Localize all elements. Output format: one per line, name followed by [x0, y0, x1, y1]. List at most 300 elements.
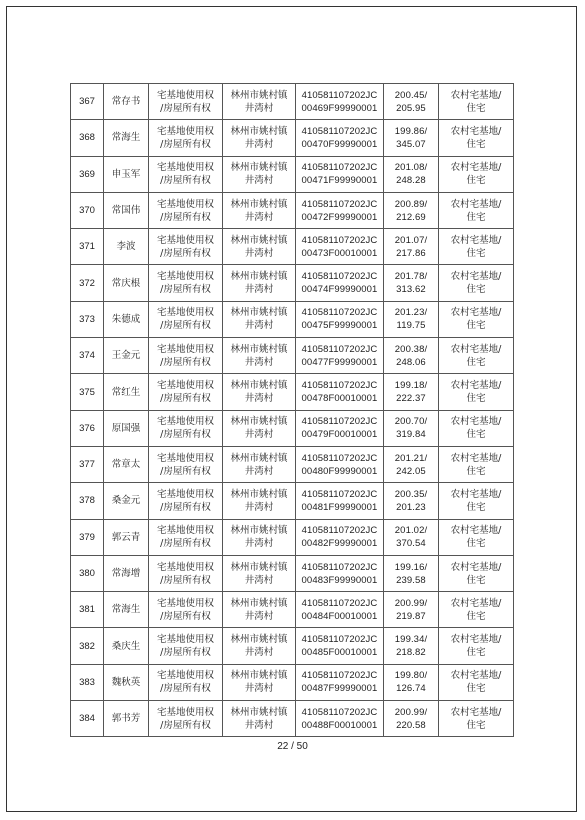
cell-right-type: [149, 519, 223, 555]
cell-owner-name: 常章太: [104, 446, 149, 482]
cell-area-line: 313.62: [396, 284, 426, 296]
cell-land-use-line: 住宅: [466, 647, 486, 659]
cell-location-line: 井湾村: [244, 284, 274, 296]
cell-location-line: 林州市姚村镇: [230, 670, 288, 682]
cell-area-line: 201.08/: [394, 162, 428, 174]
cell-location: [223, 446, 296, 482]
table-row: [71, 338, 514, 374]
table-row: [71, 446, 514, 482]
cell-location: [223, 229, 296, 265]
cell-number: 371: [71, 229, 104, 265]
table-row: [71, 265, 514, 301]
cell-owner-name: 常海生: [104, 592, 149, 628]
cell-land-use: [439, 120, 514, 156]
cell-area: [384, 519, 439, 555]
table-row: [71, 84, 514, 120]
cell-area-line: 201.21/: [394, 452, 428, 464]
cell-right-type-line: /房屋所有权: [160, 211, 211, 223]
cell-land-use: [439, 555, 514, 591]
cell-land-use: [439, 410, 514, 446]
cell-unit-code-line: 410581107202JC: [301, 561, 378, 573]
cell-unit-code-line: 00484F00010001: [301, 610, 378, 622]
cell-right-type-line: 宅基地使用权: [156, 561, 214, 573]
cell-right-type: [149, 410, 223, 446]
cell-right-type-line: /房屋所有权: [160, 429, 211, 441]
cell-location-line: 井湾村: [244, 683, 274, 695]
cell-land-use-line: 农村宅基地/: [450, 125, 502, 137]
cell-number: 376: [71, 410, 104, 446]
cell-number: 368: [71, 120, 104, 156]
cell-right-type-line: /房屋所有权: [160, 247, 211, 259]
cell-location-line: 林州市姚村镇: [230, 561, 288, 573]
cell-location: [223, 555, 296, 591]
cell-right-type: [149, 301, 223, 337]
cell-location-line: 井湾村: [244, 501, 274, 513]
cell-land-use: [439, 374, 514, 410]
cell-location-line: 井湾村: [244, 538, 274, 550]
cell-owner-name: 桑庆生: [104, 628, 149, 664]
cell-location-line: 林州市姚村镇: [230, 452, 288, 464]
cell-unit-code-line: 410581107202JC: [301, 307, 378, 319]
cell-right-type: [149, 192, 223, 228]
cell-number: 384: [71, 701, 104, 737]
cell-right-type-line: /房屋所有权: [160, 501, 211, 513]
cell-location: [223, 519, 296, 555]
cell-right-type: [149, 84, 223, 120]
cell-land-use: [439, 664, 514, 700]
cell-land-use-line: 农村宅基地/: [450, 234, 502, 246]
cell-land-use-line: 住宅: [466, 465, 486, 477]
cell-right-type-line: 宅基地使用权: [156, 525, 214, 537]
cell-land-use-line: 农村宅基地/: [450, 634, 502, 646]
cell-unit-code-line: 00480F99990001: [301, 465, 378, 477]
cell-land-use: [439, 192, 514, 228]
cell-number: 370: [71, 192, 104, 228]
cell-right-type-line: 宅基地使用权: [156, 343, 214, 355]
cell-right-type-line: 宅基地使用权: [156, 89, 214, 101]
cell-number: 379: [71, 519, 104, 555]
table-row: [71, 555, 514, 591]
cell-area-line: 201.02/: [394, 525, 428, 537]
cell-location-line: 林州市姚村镇: [230, 380, 288, 392]
cell-right-type-line: /房屋所有权: [160, 574, 211, 586]
cell-land-use: [439, 156, 514, 192]
cell-owner-name: 申玉军: [104, 156, 149, 192]
cell-area-line: 217.86: [396, 247, 426, 259]
cell-right-type-line: 宅基地使用权: [156, 307, 214, 319]
cell-unit-code: [296, 555, 384, 591]
cell-number: 378: [71, 483, 104, 519]
cell-unit-code: [296, 301, 384, 337]
cell-location-line: 林州市姚村镇: [230, 162, 288, 174]
cell-location: [223, 628, 296, 664]
cell-unit-code-line: 00473F00010001: [301, 247, 378, 259]
cell-land-use-line: 农村宅基地/: [450, 597, 502, 609]
cell-right-type-line: 宅基地使用权: [156, 452, 214, 464]
cell-location-line: 井湾村: [244, 356, 274, 368]
cell-location-line: 井湾村: [244, 247, 274, 259]
cell-unit-code-line: 410581107202JC: [301, 343, 378, 355]
cell-unit-code: [296, 628, 384, 664]
cell-area-line: 345.07: [396, 138, 426, 150]
cell-location-line: 井湾村: [244, 465, 274, 477]
cell-unit-code: [296, 592, 384, 628]
cell-land-use-line: 住宅: [466, 138, 486, 150]
cell-location-line: 林州市姚村镇: [230, 488, 288, 500]
cell-unit-code-line: 00479F00010001: [301, 429, 378, 441]
cell-area-line: 200.89/: [394, 198, 428, 210]
cell-unit-code: [296, 410, 384, 446]
cell-owner-name: 常庆根: [104, 265, 149, 301]
cell-right-type-line: /房屋所有权: [160, 102, 211, 114]
cell-land-use-line: 农村宅基地/: [450, 670, 502, 682]
cell-land-use-line: 农村宅基地/: [450, 271, 502, 283]
cell-right-type: [149, 483, 223, 519]
cell-number: 369: [71, 156, 104, 192]
table-row: [71, 664, 514, 700]
table-row: [71, 519, 514, 555]
cell-area-line: 126.74: [396, 683, 426, 695]
cell-location-line: 林州市姚村镇: [230, 307, 288, 319]
cell-location-line: 林州市姚村镇: [230, 706, 288, 718]
cell-area-line: 219.87: [396, 610, 426, 622]
cell-area: [384, 555, 439, 591]
cell-land-use-line: 住宅: [466, 610, 486, 622]
cell-area-line: 201.23: [396, 501, 426, 513]
cell-unit-code: [296, 192, 384, 228]
cell-area-line: 200.38/: [394, 343, 428, 355]
cell-location-line: 林州市姚村镇: [230, 125, 288, 137]
cell-area-line: 119.75: [396, 320, 426, 332]
cell-unit-code-line: 00475F99990001: [301, 320, 378, 332]
cell-area-line: 201.78/: [394, 271, 428, 283]
cell-location: [223, 265, 296, 301]
table-row: [71, 483, 514, 519]
cell-location-line: 井湾村: [244, 211, 274, 223]
cell-right-type-line: 宅基地使用权: [156, 198, 214, 210]
cell-area-line: 242.05: [396, 465, 426, 477]
cell-land-use-line: 住宅: [466, 429, 486, 441]
cell-unit-code: [296, 338, 384, 374]
cell-location: [223, 483, 296, 519]
cell-area: [384, 374, 439, 410]
cell-land-use-line: 住宅: [466, 356, 486, 368]
cell-land-use-line: 农村宅基地/: [450, 162, 502, 174]
cell-location-line: 林州市姚村镇: [230, 416, 288, 428]
cell-location: [223, 338, 296, 374]
cell-location-line: 井湾村: [244, 102, 274, 114]
cell-owner-name: 常存书: [104, 84, 149, 120]
cell-right-type: [149, 701, 223, 737]
cell-right-type: [149, 555, 223, 591]
cell-area: [384, 192, 439, 228]
cell-right-type-line: 宅基地使用权: [156, 416, 214, 428]
cell-land-use-line: 农村宅基地/: [450, 452, 502, 464]
cell-land-use-line: 住宅: [466, 501, 486, 513]
cell-location: [223, 84, 296, 120]
cell-area-line: 200.45/: [394, 89, 428, 101]
cell-owner-name: 桑金元: [104, 483, 149, 519]
cell-right-type-line: /房屋所有权: [160, 610, 211, 622]
table-row: [71, 156, 514, 192]
cell-unit-code-line: 410581107202JC: [301, 525, 378, 537]
cell-area-line: 199.18/: [394, 380, 428, 392]
cell-area: [384, 592, 439, 628]
cell-right-type-line: 宅基地使用权: [156, 670, 214, 682]
table-body: [71, 84, 514, 737]
cell-owner-name: 李波: [104, 229, 149, 265]
cell-owner-name: 常红生: [104, 374, 149, 410]
cell-area-line: 218.82: [396, 647, 426, 659]
cell-unit-code: [296, 483, 384, 519]
cell-right-type-line: /房屋所有权: [160, 465, 211, 477]
cell-unit-code-line: 410581107202JC: [301, 234, 378, 246]
cell-number: 377: [71, 446, 104, 482]
table-row: [71, 301, 514, 337]
cell-location-line: 林州市姚村镇: [230, 343, 288, 355]
cell-land-use-line: 住宅: [466, 284, 486, 296]
cell-area: [384, 84, 439, 120]
cell-area-line: 248.28: [396, 175, 426, 187]
cell-right-type-line: 宅基地使用权: [156, 706, 214, 718]
cell-number: 383: [71, 664, 104, 700]
cell-unit-code-line: 00471F99990001: [301, 175, 378, 187]
cell-unit-code-line: 410581107202JC: [301, 706, 378, 718]
cell-unit-code-line: 00474F99990001: [301, 284, 378, 296]
cell-unit-code: [296, 446, 384, 482]
cell-land-use: [439, 84, 514, 120]
cell-location-line: 井湾村: [244, 393, 274, 405]
cell-right-type-line: /房屋所有权: [160, 647, 211, 659]
table-row: [71, 628, 514, 664]
cell-unit-code-line: 00470F99990001: [301, 138, 378, 150]
cell-land-use-line: 住宅: [466, 574, 486, 586]
cell-area-line: 200.99/: [394, 597, 428, 609]
cell-land-use-line: 农村宅基地/: [450, 89, 502, 101]
cell-right-type: [149, 374, 223, 410]
cell-location-line: 林州市姚村镇: [230, 597, 288, 609]
cell-area-line: 201.07/: [394, 234, 428, 246]
cell-unit-code: [296, 664, 384, 700]
table-row: [71, 120, 514, 156]
cell-land-use-line: 住宅: [466, 683, 486, 695]
cell-unit-code-line: 410581107202JC: [301, 380, 378, 392]
cell-right-type-line: 宅基地使用权: [156, 125, 214, 137]
cell-right-type: [149, 628, 223, 664]
cell-right-type: [149, 592, 223, 628]
cell-right-type-line: /房屋所有权: [160, 393, 211, 405]
cell-land-use-line: 农村宅基地/: [450, 525, 502, 537]
cell-location-line: 井湾村: [244, 647, 274, 659]
cell-land-use: [439, 483, 514, 519]
cell-land-use-line: 住宅: [466, 247, 486, 259]
cell-area-line: 200.35/: [394, 488, 428, 500]
cell-area-line: 248.06: [396, 356, 426, 368]
cell-land-use-line: 住宅: [466, 393, 486, 405]
cell-land-use-line: 住宅: [466, 175, 486, 187]
cell-unit-code-line: 410581107202JC: [301, 416, 378, 428]
cell-owner-name: 原国强: [104, 410, 149, 446]
cell-area: [384, 265, 439, 301]
cell-location: [223, 156, 296, 192]
cell-unit-code-line: 410581107202JC: [301, 89, 378, 101]
table-row: [71, 192, 514, 228]
cell-land-use-line: 农村宅基地/: [450, 380, 502, 392]
cell-location-line: 林州市姚村镇: [230, 89, 288, 101]
cell-right-type-line: /房屋所有权: [160, 138, 211, 150]
cell-area: [384, 156, 439, 192]
cell-owner-name: 常国伟: [104, 192, 149, 228]
cell-owner-name: 王金元: [104, 338, 149, 374]
cell-unit-code-line: 00485F00010001: [301, 647, 378, 659]
cell-number: 374: [71, 338, 104, 374]
cell-unit-code-line: 410581107202JC: [301, 597, 378, 609]
cell-area: [384, 120, 439, 156]
cell-location: [223, 701, 296, 737]
cell-right-type-line: 宅基地使用权: [156, 597, 214, 609]
cell-land-use: [439, 265, 514, 301]
cell-land-use: [439, 338, 514, 374]
cell-area-line: 212.69: [396, 211, 426, 223]
cell-right-type-line: /房屋所有权: [160, 284, 211, 296]
cell-area-line: 200.70/: [394, 416, 428, 428]
cell-right-type-line: /房屋所有权: [160, 320, 211, 332]
cell-unit-code-line: 00469F99990001: [301, 102, 378, 114]
cell-number: 367: [71, 84, 104, 120]
table-row: [71, 701, 514, 737]
cell-land-use: [439, 301, 514, 337]
cell-location-line: 井湾村: [244, 320, 274, 332]
cell-area-line: 205.95: [396, 102, 426, 114]
cell-area: [384, 301, 439, 337]
cell-area-line: 199.16/: [394, 561, 428, 573]
table-row: [71, 410, 514, 446]
cell-area-line: 201.23/: [394, 307, 428, 319]
cell-unit-code-line: 410581107202JC: [301, 198, 378, 210]
cell-right-type-line: 宅基地使用权: [156, 488, 214, 500]
cell-number: 380: [71, 555, 104, 591]
cell-unit-code-line: 410581107202JC: [301, 634, 378, 646]
cell-area-line: 239.58: [396, 574, 426, 586]
cell-right-type: [149, 156, 223, 192]
cell-right-type: [149, 338, 223, 374]
cell-unit-code-line: 00481F99990001: [301, 501, 378, 513]
cell-location: [223, 592, 296, 628]
cell-unit-code: [296, 701, 384, 737]
cell-land-use-line: 住宅: [466, 102, 486, 114]
cell-location-line: 井湾村: [244, 610, 274, 622]
cell-unit-code-line: 410581107202JC: [301, 125, 378, 137]
cell-location: [223, 192, 296, 228]
cell-location-line: 林州市姚村镇: [230, 634, 288, 646]
cell-land-use-line: 农村宅基地/: [450, 198, 502, 210]
table-row: [71, 374, 514, 410]
cell-unit-code-line: 00483F99990001: [301, 574, 378, 586]
cell-location-line: 井湾村: [244, 138, 274, 150]
cell-owner-name: 朱德成: [104, 301, 149, 337]
cell-right-type-line: 宅基地使用权: [156, 162, 214, 174]
cell-area-line: 199.80/: [394, 670, 428, 682]
cell-location: [223, 410, 296, 446]
cell-area-line: 319.84: [396, 429, 426, 441]
table-row: [71, 229, 514, 265]
cell-land-use: [439, 229, 514, 265]
cell-unit-code-line: 00472F99990001: [301, 211, 378, 223]
cell-location: [223, 120, 296, 156]
cell-unit-code-line: 410581107202JC: [301, 452, 378, 464]
cell-land-use: [439, 701, 514, 737]
cell-land-use-line: 住宅: [466, 320, 486, 332]
cell-right-type-line: 宅基地使用权: [156, 634, 214, 646]
cell-area: [384, 628, 439, 664]
table-row: [71, 592, 514, 628]
cell-owner-name: 魏秋英: [104, 664, 149, 700]
cell-unit-code-line: 00487F99990001: [301, 683, 378, 695]
cell-land-use-line: 农村宅基地/: [450, 561, 502, 573]
cell-owner-name: 郭书芳: [104, 701, 149, 737]
cell-number: 373: [71, 301, 104, 337]
cell-area-line: 199.34/: [394, 634, 428, 646]
cell-unit-code-line: 00478F00010001: [301, 393, 378, 405]
cell-area: [384, 446, 439, 482]
cell-unit-code-line: 00477F99990001: [301, 356, 378, 368]
cell-land-use-line: 农村宅基地/: [450, 706, 502, 718]
cell-land-use-line: 农村宅基地/: [450, 307, 502, 319]
cell-location-line: 林州市姚村镇: [230, 271, 288, 283]
cell-right-type: [149, 446, 223, 482]
cell-unit-code-line: 410581107202JC: [301, 488, 378, 500]
cell-unit-code: [296, 374, 384, 410]
cell-number: 375: [71, 374, 104, 410]
cell-right-type-line: /房屋所有权: [160, 719, 211, 731]
cell-unit-code: [296, 156, 384, 192]
cell-number: 372: [71, 265, 104, 301]
cell-land-use: [439, 519, 514, 555]
cell-location-line: 井湾村: [244, 574, 274, 586]
cell-unit-code: [296, 229, 384, 265]
cell-right-type-line: /房屋所有权: [160, 683, 211, 695]
cell-area-line: 200.99/: [394, 706, 428, 718]
cell-owner-name: 常海生: [104, 120, 149, 156]
cell-right-type: [149, 120, 223, 156]
cell-right-type-line: /房屋所有权: [160, 356, 211, 368]
cell-land-use-line: 住宅: [466, 211, 486, 223]
cell-area: [384, 229, 439, 265]
cell-unit-code: [296, 519, 384, 555]
cell-right-type-line: 宅基地使用权: [156, 271, 214, 283]
cell-location-line: 井湾村: [244, 175, 274, 187]
cell-number: 382: [71, 628, 104, 664]
cell-unit-code-line: 410581107202JC: [301, 162, 378, 174]
cell-unit-code-line: 00482F99990001: [301, 538, 378, 550]
cell-land-use-line: 农村宅基地/: [450, 343, 502, 355]
cell-area: [384, 483, 439, 519]
cell-unit-code-line: 410581107202JC: [301, 670, 378, 682]
cell-location: [223, 301, 296, 337]
cell-land-use: [439, 628, 514, 664]
cell-location-line: 井湾村: [244, 429, 274, 441]
cell-unit-code: [296, 265, 384, 301]
cell-location-line: 井湾村: [244, 719, 274, 731]
cell-location: [223, 374, 296, 410]
cell-location-line: 林州市姚村镇: [230, 198, 288, 210]
cell-area: [384, 664, 439, 700]
cell-right-type-line: 宅基地使用权: [156, 380, 214, 392]
cell-land-use-line: 住宅: [466, 538, 486, 550]
cell-area-line: 370.54: [396, 538, 426, 550]
cell-right-type-line: /房屋所有权: [160, 538, 211, 550]
cell-location-line: 林州市姚村镇: [230, 525, 288, 537]
